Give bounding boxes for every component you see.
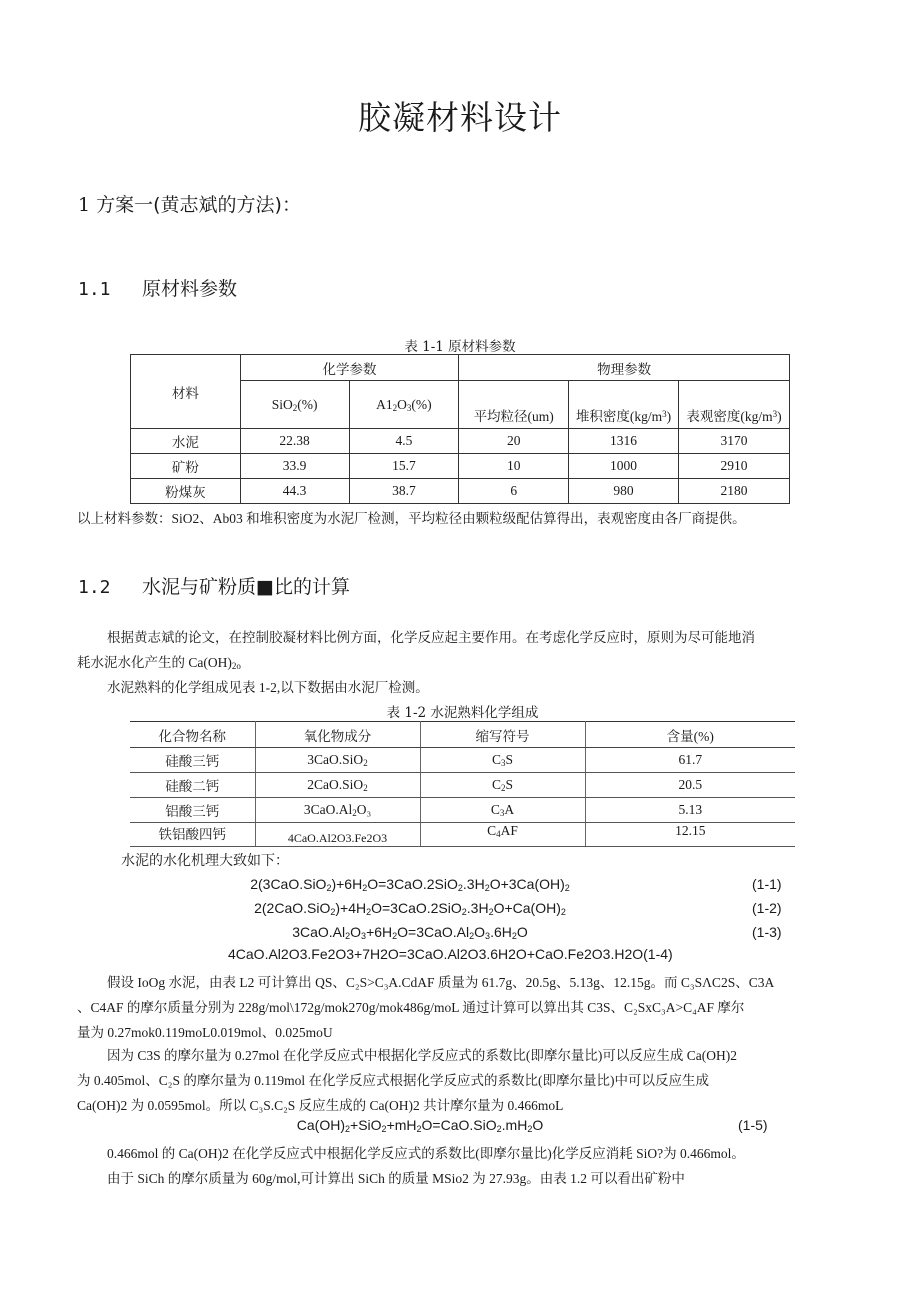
equation-1-5: $Ca(OH)_2+SiO_2+mH_2O=CaO.SiO_2.mH_2O$ [296, 1117, 544, 1134]
table-row [130, 748, 795, 773]
header-physical-params: 物理参数 [459, 355, 790, 381]
header-bulk-density: 堆积密度$(kg/m^3)$ [569, 381, 679, 429]
section-number: 1.1 [78, 279, 111, 300]
text-line: 根据黄志斌的论文，在控制胶凝材料比例方面，化学反应起主要作用。在考虑化学反应时，原则为尽可能地消 [107, 630, 755, 645]
cell-bulk: 1000 [569, 454, 679, 479]
table-1-1-caption: 表 1-1 原材料参数 [404, 339, 516, 355]
clinker-composition-table [130, 721, 795, 847]
cell-particle: 10 [459, 454, 569, 479]
header-abbreviation: 缩写符号 [420, 722, 585, 748]
table-row [130, 798, 795, 823]
cell-abbr: $C_3S$ [420, 748, 585, 773]
table-row [131, 479, 790, 504]
hydration-intro: 水泥的水化机理大致如下： [121, 853, 289, 869]
text-line: 水泥熟料的化学组成见表 1-2,以下数据由水泥厂检测。 [107, 680, 429, 695]
cell-material: 粉煤灰 [131, 479, 241, 504]
text-line: 0.466mol 的 Ca(OH)2 在化学反应式中根据化学反应式的系数比(即摩尔量比)化学反应消耗 SiO?为 0.466mol。 [107, 1146, 745, 1161]
section-number: 1 [78, 194, 91, 216]
section-number: 1.2 [78, 577, 111, 598]
section-1-2-heading [78, 572, 350, 599]
intro-paragraph [77, 625, 857, 700]
cell-al2o3: 4.5 [349, 429, 459, 454]
cell-oxide: 3CaO.SiO$_2$ [255, 748, 420, 773]
silica-consumption-paragraph [77, 1141, 877, 1191]
table-row [131, 454, 790, 479]
cell-particle: 6 [459, 479, 569, 504]
cell-content: 61.7 [585, 748, 795, 773]
header-chemical-params: 化学参数 [240, 355, 459, 381]
section-title: 原材料参数 [142, 278, 238, 300]
table-header-row [130, 722, 795, 748]
equation-number: (1-2) [752, 900, 782, 916]
header-al2o3: $A1_2O_3(\%)$ [349, 381, 459, 429]
cell-apparent: 2910 [679, 454, 790, 479]
cell-name: 铁铝酸四钙 [130, 823, 255, 847]
header-sio2: SiO$_2$(%) [240, 381, 349, 429]
cell-bulk: 1316 [569, 429, 679, 454]
header-apparent-density: 表观密度$(kg/m^3)$ [679, 381, 790, 429]
molar-calculation-paragraph [77, 970, 857, 1045]
header-compound-name: 化合物名称 [130, 722, 255, 748]
text-line: 假设 IoOg 水泥，由表 L2 可计算出 QS、C₂S>C₃A.CdAF 质量为 61.7g、20.5g、5.13g、12.15g。而 C₃SΛC2S、C3A [107, 975, 775, 990]
text-line: 量为 0.27mok0.119moL0.019mol、0.025moU [77, 1025, 333, 1040]
equation-1-4: 4CaO.Al2O3.Fe2O3+7H2O=3CaO.Al2O3.6H2O+CaO.Fe2O3.H2O(1-4) [228, 946, 673, 962]
cell-sio2: 44.3 [240, 479, 349, 504]
cell-name: 硅酸三钙 [130, 748, 255, 773]
header-content: 含量(%) [585, 722, 795, 748]
table-row [131, 429, 790, 454]
calcium-hydroxide-paragraph [77, 1043, 857, 1118]
cell-content: 20.5 [585, 773, 795, 798]
cell-material: 矿粉 [131, 454, 241, 479]
header-material: 材料 [131, 355, 241, 429]
text-line: 为 0.405mol、C₂S 的摩尔量为 0.119mol 在化学反应式根据化学反应式的系数比(即摩尔量比)中可以反应生成 [77, 1073, 709, 1088]
cell-apparent: 3170 [679, 429, 790, 454]
section-title: 水泥与矿粉质■比的计算 [142, 576, 350, 598]
cell-abbr: $C_4AF$ [420, 823, 585, 847]
table-1-1-note: 以上材料参数：SiO2、Ab03 和堆积密度为水泥厂检测，平均粒径由颗粒级配估算得出，表观密度由各厂商提供。 [77, 511, 746, 526]
cell-oxide: 2CaO.SiO$_2$ [255, 773, 420, 798]
cell-name: 铝酸三钙 [130, 798, 255, 823]
cell-apparent: 2180 [679, 479, 790, 504]
text-line: 、C4AF 的摩尔质量分别为 228g/mol\172g/mok270g/mok486g/moL 通过计算可以算出其 C3S、C₂SxC₃A>C₄AF 摩尔 [77, 1000, 745, 1015]
header-particle-size: 平均粒径(um) [459, 381, 569, 429]
equation-1-3: $3CaO.Al_2O_3+6H_2O=3CaO.Al_2O_3.6H_2O$ [292, 924, 528, 941]
cell-content: 5.13 [585, 798, 795, 823]
table-1-2-caption: 表 1-2 水泥熟料化学组成 [386, 705, 539, 721]
equation-number: (1-1) [752, 876, 782, 892]
equation-1-2: $2(2CaO.SiO_2)+4H_2O=3CaO.2SiO_2.3H_2O+Ca(OH)_2$ [254, 900, 566, 917]
cell-bulk: 980 [569, 479, 679, 504]
equation-number: (1-3) [752, 924, 782, 940]
cell-sio2: 33.9 [240, 454, 349, 479]
table-row [130, 823, 795, 847]
equation-1-1: $2(3CaO.SiO_2)+6H_2O=3CaO.2SiO_2.3H_2O+3Ca(OH)_2$ [250, 876, 570, 893]
text-line: 因为 C3S 的摩尔量为 0.27mol 在化学反应式中根据化学反应式的系数比(即摩尔量比)可以反应生成 Ca(OH)2 [107, 1048, 737, 1063]
section-1-1-heading [78, 274, 237, 301]
document-title: 胶凝材料设计 [358, 98, 562, 137]
raw-materials-table [130, 354, 790, 504]
cell-oxide: 4CaO.Al2O3.Fe2O3 [255, 823, 420, 847]
cell-particle: 20 [459, 429, 569, 454]
cell-al2o3: 38.7 [349, 479, 459, 504]
table-row [130, 773, 795, 798]
header-oxide-composition: 氧化物成分 [255, 722, 420, 748]
equation-number: (1-5) [738, 1117, 768, 1133]
cell-sio2: 22.38 [240, 429, 349, 454]
section-1-heading [78, 190, 301, 217]
cell-material: 水泥 [131, 429, 241, 454]
text-line: Ca(OH)2 为 0.0595mol。所以 C₃S.C₂S 反应生成的 Ca(OH)2 共计摩尔量为 0.466moL [77, 1098, 564, 1113]
cell-name: 硅酸二钙 [130, 773, 255, 798]
text-line: 由于 SiCh 的摩尔质量为 60g/mol,可计算出 SiCh 的质量 MSio2 为 27.93g。由表 1.2 可以看出矿粉中 [107, 1171, 685, 1186]
text-line: 耗水泥水化产生的 $Ca(OH)_{2o}$ [77, 655, 241, 671]
cell-oxide: $3CaO.Al_2O_3$ [255, 798, 420, 823]
cell-content: 12.15 [585, 823, 795, 847]
cell-abbr: $C_2S$ [420, 773, 585, 798]
cell-abbr: $C_3A$ [420, 798, 585, 823]
cell-al2o3: 15.7 [349, 454, 459, 479]
section-title: 方案一(黄志斌的方法)： [96, 194, 301, 216]
